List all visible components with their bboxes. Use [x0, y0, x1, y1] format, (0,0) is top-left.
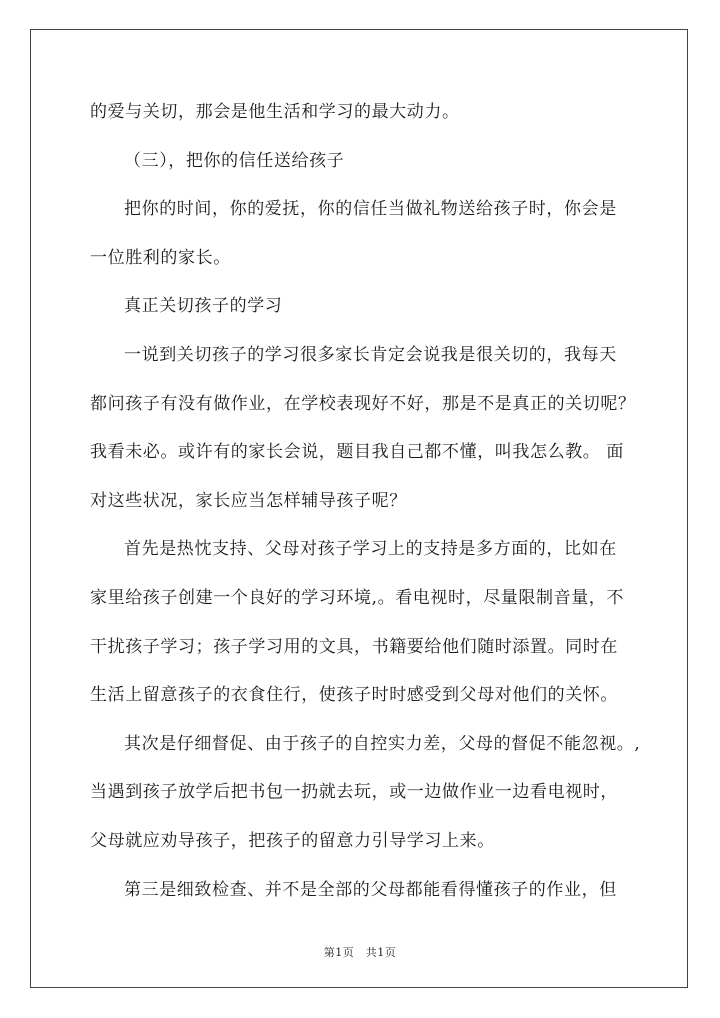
text-line: 对这些状况，家长应当怎样辅导孩子呢？: [90, 490, 407, 511]
text-line: 父母就应劝导孩子，把孩子的留意力引导学习上来。: [90, 830, 495, 851]
text-line: 把你的时间，你的爱抚，你的信任当做礼物送给孩子时，你会是: [124, 199, 617, 220]
text-line: 一说到关切孩子的学习很多家长肯定会说我是很关切的，我每天: [124, 344, 617, 365]
page-footer: [0, 944, 720, 960]
subsection-heading: 真正关切孩子的学习: [124, 296, 283, 317]
text-line: 的爱与关切，那会是他生活和学习的最大动力。: [90, 102, 460, 122]
text-line: 其次是仔细督促、由于孩子的自控实力差，父母的督促不能忽视。,: [124, 733, 641, 754]
document-body: [90, 88, 650, 914]
page-number-label: 第1页 共1页: [323, 946, 397, 959]
text-line: 我看未必。或许有的家长会说，题目我自己都不懂，叫我怎么教。 面: [90, 442, 625, 463]
text-line: 都问孩子有没有做作业，在学校表现好不好，那是不是真正的关切呢？: [90, 393, 636, 414]
text-line: 当遇到孩子放学后把书包一扔就去玩，或一边做作业一边看电视时，: [90, 782, 618, 803]
text-line: 第三是细致检查、并不是全部的父母都能看得懂孩子的作业，但: [124, 879, 617, 900]
text-line: 首先是热忱支持、父母对孩子学习上的支持是多方面的，比如在: [124, 539, 617, 560]
section-heading: （三），把你的信任送给孩子: [124, 150, 345, 171]
text-line: 干扰孩子学习；孩子学习用的文具，书籍要给他们随时添置。同时在: [90, 636, 618, 657]
text-line: 家里给孩子创建一个良好的学习环境,。看电视时，尽量限制音量，不: [90, 587, 625, 608]
text-line: 一位胜利的家长。: [90, 247, 231, 268]
text-line: 生活上留意孩子的衣食住行，使孩子时时感受到父母对他们的关怀。: [90, 685, 618, 706]
